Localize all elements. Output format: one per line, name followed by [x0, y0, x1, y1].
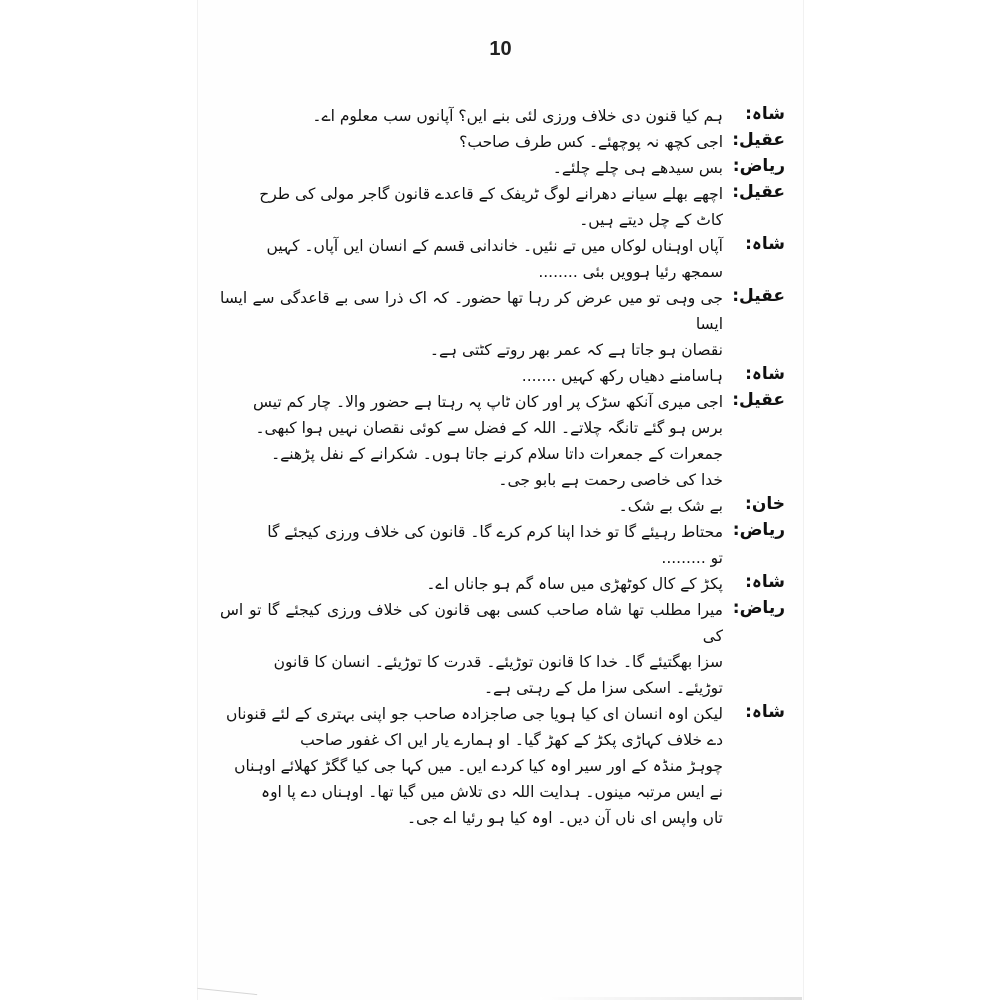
dialogue-sentence: برس ہو گئے تانگہ چلاتے۔ اللہ کے فضل سے کوئی نقصان نہیں ہوا کبھی۔	[255, 419, 723, 437]
dialogue-sentence: بے شک بے شک۔	[618, 497, 723, 515]
dialogue-text	[220, 519, 723, 571]
dialogue-text	[220, 285, 723, 363]
book-page	[197, 0, 804, 1000]
dialogue-script	[220, 103, 785, 831]
speaker-name: ریاض:	[732, 520, 785, 540]
dialogue-sentence: جمعرات کے جمعرات داتا سلام کرنے جاتا ہوں۔ شکرانے کے نفل پڑھنے۔	[271, 445, 723, 463]
dialogue-sentence: توڑیئے۔ اسکی سزا مل کے رہتی ہے۔	[483, 679, 723, 697]
speaker-name: عقیل:	[732, 390, 785, 410]
dialogue-line	[220, 519, 785, 571]
speaker-name: شاہ:	[745, 364, 785, 384]
dialogue-text	[220, 103, 723, 129]
dialogue-sentence: محتاط رہیئے گا تو خدا اپنا کرم کرے گا۔ قانون کی خلاف ورزی کیجئے گا	[267, 523, 723, 541]
dialogue-sentence: کاٹ کے چل دیتے ہیں۔	[579, 211, 723, 229]
dialogue-text	[220, 363, 723, 389]
dialogue-line	[220, 363, 785, 389]
speaker-name: شاہ:	[745, 234, 785, 254]
dialogue-line	[220, 233, 785, 285]
speaker-name: عقیل:	[732, 286, 785, 306]
speaker-name: شاہ:	[745, 104, 785, 124]
dialogue-sentence: میرا مطلب تھا شاہ صاحب کسی بھی قانون کی خلاف ورزی کیجئے گا تو اس کی	[220, 601, 723, 645]
dialogue-sentence: لیکن اوہ انسان ای کیا ہویا جی صاجزادہ صاحب جو اپنی بہتری کے لئے قنوناں	[225, 705, 723, 723]
dialogue-line	[220, 181, 785, 233]
dialogue-sentence: اجی میری آنکھ سڑک پر اور کان ٹاپ پہ رہتا ہے حضور والا۔ چار کم تیس	[252, 393, 723, 411]
dialogue-line	[220, 597, 785, 701]
dialogue-line	[220, 493, 785, 519]
dialogue-sentence: دے خلاف کہاڑی پکڑ کے کھڑ گیا۔ او ہمارے یار ایں اک غفور صاحب	[300, 731, 723, 749]
speaker-name: عقیل:	[732, 130, 785, 150]
dialogue-line	[220, 389, 785, 493]
dialogue-line	[220, 701, 785, 831]
dialogue-sentence: آپاں اوہناں لوکاں میں تے نئیں۔ خاندانی قسم کے انسان ایں آپاں۔ کہیں	[266, 237, 723, 255]
dialogue-sentence: خدا کی خاصی رحمت ہے بابو جی۔	[498, 471, 723, 489]
dialogue-sentence: نقصان ہو جاتا ہے کہ عمر بھر روتے کٹتی ہے۔	[429, 341, 723, 359]
dialogue-sentence: تاں واپس ای ناں آن دیں۔ اوہ کیا ہو رئیا اے جی۔	[406, 809, 723, 827]
dialogue-sentence: پکڑ کے کال کوٹھڑی میں ساہ گم ہو جاناں اے۔	[426, 575, 723, 593]
dialogue-text	[220, 233, 723, 285]
dialogue-sentence: نے ایس مرتبہ مینوں۔ ہدایت اللہ دی تلاش میں گیا تھا۔ اوہناں دے پا اوہ	[260, 783, 723, 801]
dialogue-text	[220, 181, 723, 233]
dialogue-text	[220, 493, 723, 519]
speaker-name: ریاض:	[732, 156, 785, 176]
dialogue-line	[220, 129, 785, 155]
dialogue-text	[220, 701, 723, 831]
dialogue-sentence: اجی کچھ نہ پوچھئے۔ کس طرف صاحب؟	[459, 133, 723, 151]
speaker-name: عقیل:	[732, 182, 785, 202]
dialogue-sentence: بس سیدھے ہی چلے چلئے۔	[552, 159, 723, 177]
speaker-name: خان:	[745, 494, 785, 514]
page-number: 10	[489, 38, 512, 60]
dialogue-sentence: ہم کیا قنون دی خلاف ورزی لئی بنے ایں؟ آپانوں سب معلوم اے۔	[312, 107, 723, 125]
dialogue-sentence: تو .........	[661, 549, 723, 567]
dialogue-line	[220, 103, 785, 129]
speaker-name: ریاض:	[732, 598, 785, 618]
dialogue-sentence: اچھے بھلے سیانے دھرانے لوگ ٹریفک کے قاعدے قانون گاجر مولی کی طرح	[259, 185, 723, 203]
dialogue-sentence: سمجھ رئیا ہوویں بئی ........	[538, 263, 723, 281]
speaker-name: شاہ:	[745, 702, 785, 722]
dialogue-line	[220, 571, 785, 597]
dialogue-text	[220, 571, 723, 597]
dialogue-text	[220, 129, 723, 155]
dialogue-sentence: سزا بھگتیئے گا۔ خدا کا قانون توڑیئے۔ قدرت کا توڑیئے۔ انسان کا قانون	[273, 653, 723, 671]
dialogue-line	[220, 285, 785, 363]
dialogue-text	[220, 155, 723, 181]
dialogue-text	[220, 389, 723, 493]
dialogue-line	[220, 155, 785, 181]
dialogue-text	[220, 597, 723, 701]
dialogue-sentence: چوہڑ منڈہ کے اور سیر اوہ کیا کردے ایں۔ میں کہا جی کیا گگڑ کھلائے اوہناں	[234, 757, 723, 775]
speaker-name: شاہ:	[745, 572, 785, 592]
dialogue-sentence: جی وہی تو میں عرض کر رہا تھا حضور۔ کہ اک ذرا سی بے قاعدگی سے ایسا ایسا	[220, 289, 723, 333]
dialogue-sentence: ہاسامنے دھیاں رکھ کہیں .......	[521, 367, 723, 385]
